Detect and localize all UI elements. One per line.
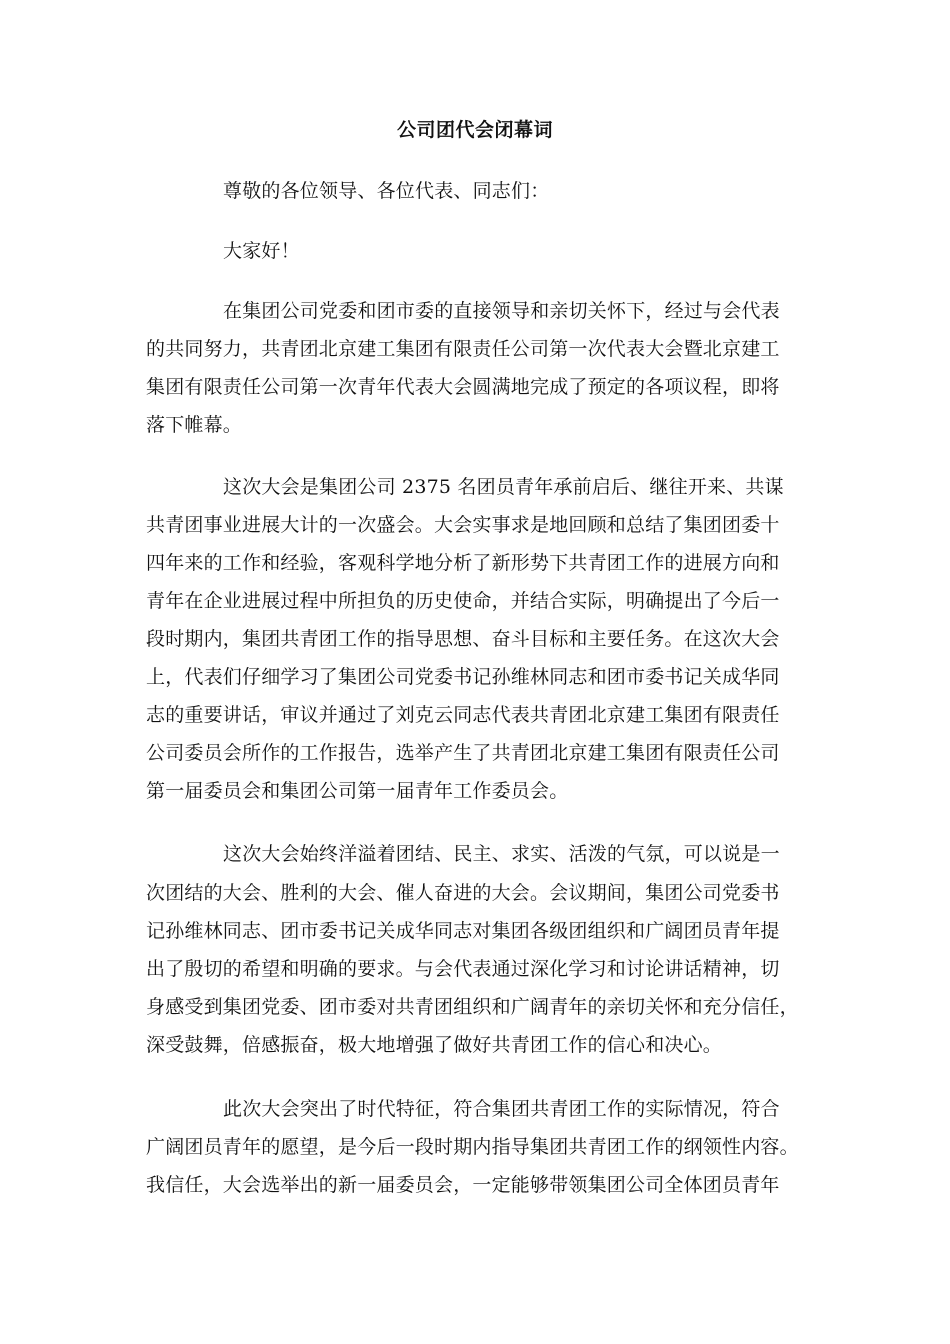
salutation-line: 大家好！ [223, 240, 300, 262]
paragraph-2-line-7: 志的重要讲话，审议并通过了刘克云同志代表共青团北京建工集团有限责任 [146, 704, 780, 726]
paragraph-4-line-3: 我信任，大会选举出的新一届委员会，一定能够带领集团公司全体团员青年 [146, 1174, 780, 1196]
paragraph-2-line-5: 段时期内，集团共青团工作的指导思想、奋斗目标和主要任务。在这次大会 [146, 628, 780, 650]
paragraph-1-line-3: 集团有限责任公司第一次青年代表大会圆满地完成了预定的各项议程，即将 [146, 376, 780, 398]
document-title: 公司团代会闭幕词 [396, 119, 553, 141]
paragraph-2-line-2: 共青团事业进展大计的一次盛会。大会实事求是地回顾和总结了集团团委十 [146, 514, 780, 536]
paragraph-3-line-3: 记孙维林同志、团市委书记关成华同志对集团各级团组织和广阔团员青年提 [146, 920, 780, 942]
paragraph-2-line-1: 这次大会是集团公司 2375 名团员青年承前启后、继往开来、共谋 [223, 476, 784, 498]
paragraph-4-line-2: 广阔团员青年的愿望，是今后一段时期内指导集团共青团工作的纲领性内容。 [146, 1136, 799, 1158]
paragraph-2-line-3: 四年来的工作和经验，客观科学地分析了新形势下共青团工作的进展方向和 [146, 552, 780, 574]
paragraph-2-line-4: 青年在企业进展过程中所担负的历史使命，并结合实际，明确提出了今后一 [146, 590, 780, 612]
paragraph-2-line-9: 第一届委员会和集团公司第一届青年工作委员会。 [146, 780, 569, 802]
paragraph-4-line-1: 此次大会突出了时代特征，符合集团共青团工作的实际情况，符合 [223, 1098, 780, 1120]
paragraph-1-line-2: 的共同努力，共青团北京建工集团有限责任公司第一次代表大会暨北京建工 [146, 338, 780, 360]
paragraph-3-line-1: 这次大会始终洋溢着团结、民主、求实、活泼的气氛，可以说是一 [223, 843, 780, 865]
paragraph-3-line-2: 次团结的大会、胜利的大会、催人奋进的大会。会议期间，集团公司党委书 [146, 882, 780, 904]
paragraph-3-line-6: 深受鼓舞，倍感振奋，极大地增强了做好共青团工作的信心和决心。 [146, 1034, 723, 1056]
paragraph-2-line-6: 上，代表们仔细学习了集团公司党委书记孙维林同志和团市委书记关成华同 [146, 666, 780, 688]
paragraph-1-line-1: 在集团公司党委和团市委的直接领导和亲切关怀下，经过与会代表 [223, 300, 780, 322]
greeting-line: 尊敬的各位领导、各位代表、同志们： [223, 180, 550, 202]
paragraph-3-line-5: 身感受到集团党委、团市委对共青团组织和广阔青年的亲切关怀和充分信任， [146, 996, 799, 1018]
paragraph-1-line-4: 落下帷幕。 [146, 414, 243, 436]
paragraph-3-line-4: 出了殷切的希望和明确的要求。与会代表通过深化学习和讨论讲话精神，切 [146, 958, 780, 980]
paragraph-2-line-8: 公司委员会所作的工作报告，选举产生了共青团北京建工集团有限责任公司 [146, 742, 780, 764]
